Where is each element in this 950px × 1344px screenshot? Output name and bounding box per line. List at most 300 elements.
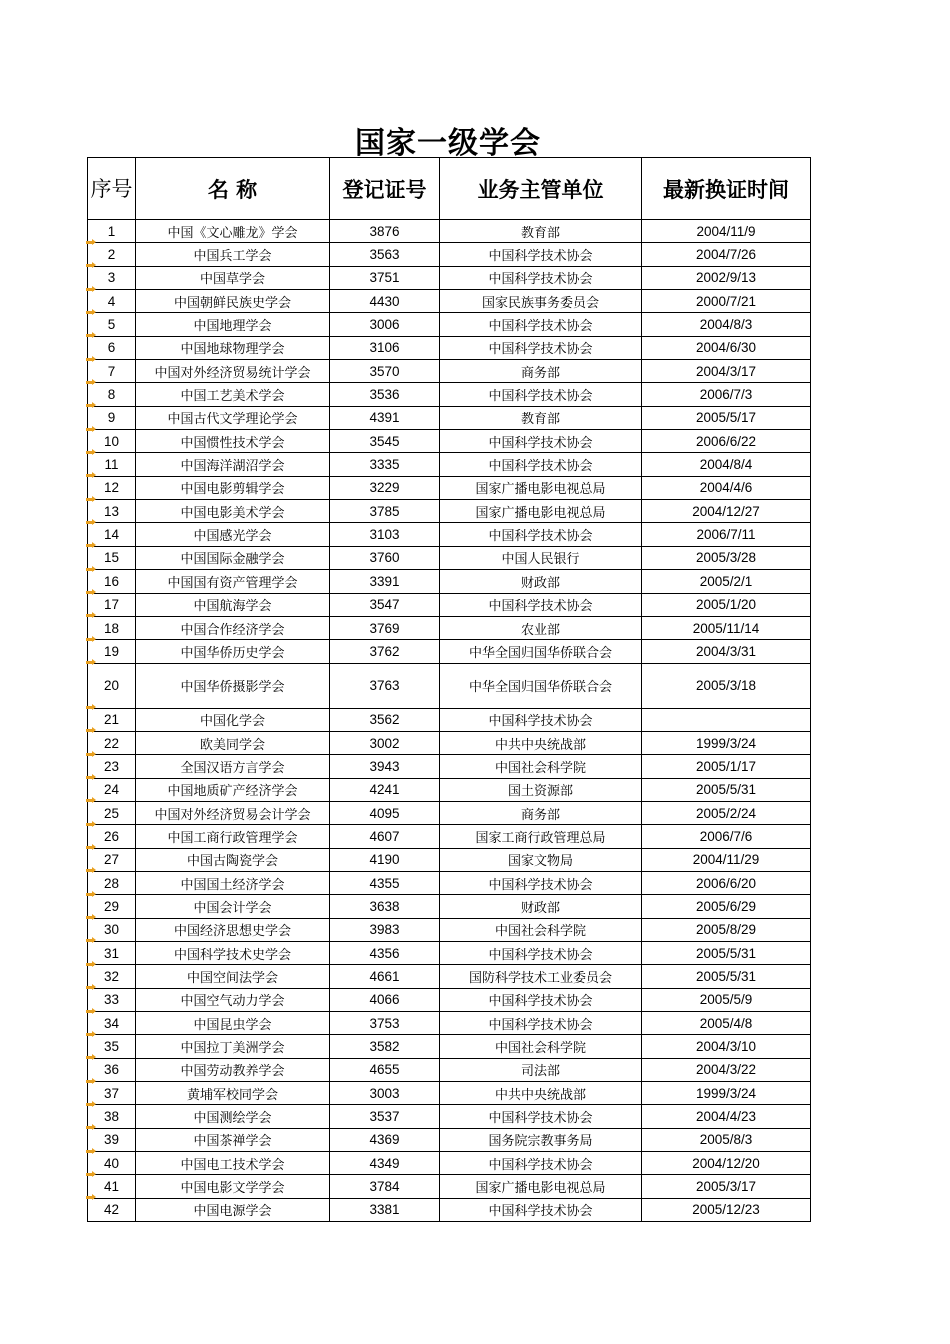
row-marker-arrow-icon	[86, 358, 94, 361]
table-row	[88, 918, 811, 941]
renewal-date: 2004/6/30	[642, 336, 811, 359]
society-name: 中国国际金融学会	[136, 546, 330, 569]
registration-number: 4066	[330, 988, 440, 1011]
row-marker-arrow-icon	[86, 1126, 94, 1129]
table-row	[88, 1058, 811, 1081]
table-row	[88, 895, 811, 918]
table-row	[88, 731, 811, 754]
registration-number: 3876	[330, 220, 440, 243]
renewal-date: 2002/9/13	[642, 266, 811, 289]
renewal-date: 2005/12/23	[642, 1198, 811, 1221]
row-marker-arrow-icon	[86, 753, 94, 756]
row-number: 31	[88, 941, 136, 964]
renewal-date: 2005/2/24	[642, 801, 811, 824]
col-header-unit: 业务主管单位	[440, 158, 642, 220]
renewal-date: 2005/6/29	[642, 895, 811, 918]
renewal-date: 2005/1/20	[642, 593, 811, 616]
supervising-unit: 中国科学技术协会	[440, 941, 642, 964]
row-number: 38	[88, 1105, 136, 1128]
row-number: 5	[88, 313, 136, 336]
renewal-date: 2006/6/20	[642, 871, 811, 894]
row-number: 13	[88, 500, 136, 523]
table-row	[88, 500, 811, 523]
society-name: 中国国有资产管理学会	[136, 570, 330, 593]
row-number: 1	[88, 220, 136, 243]
supervising-unit: 中国科学技术协会	[440, 453, 642, 476]
society-name: 中国朝鲜民族史学会	[136, 290, 330, 313]
row-number: 21	[88, 708, 136, 731]
supervising-unit: 中国科学技术协会	[440, 243, 642, 266]
society-name: 中国华侨历史学会	[136, 640, 330, 663]
renewal-date: 2004/12/20	[642, 1152, 811, 1175]
society-name: 中国电工技术学会	[136, 1152, 330, 1175]
table-row	[88, 313, 811, 336]
society-name: 中国感光学会	[136, 523, 330, 546]
renewal-date: 2004/4/6	[642, 476, 811, 499]
registration-number: 3753	[330, 1012, 440, 1035]
table-row	[88, 1105, 811, 1128]
row-marker-arrow-icon	[86, 311, 94, 314]
registration-number: 3562	[330, 708, 440, 731]
row-marker-arrow-icon	[86, 241, 94, 244]
registration-number: 3983	[330, 918, 440, 941]
supervising-unit: 中国科学技术协会	[440, 1198, 642, 1221]
supervising-unit: 中国社会科学院	[440, 918, 642, 941]
society-table	[87, 157, 811, 1222]
row-marker-arrow-icon	[86, 661, 94, 664]
renewal-date: 2004/3/10	[642, 1035, 811, 1058]
registration-number: 3006	[330, 313, 440, 336]
renewal-date: 2006/6/22	[642, 430, 811, 453]
table-row	[88, 453, 811, 476]
row-marker-arrow-icon	[86, 521, 94, 524]
society-name: 中国惯性技术学会	[136, 430, 330, 453]
society-name: 中国科学技术史学会	[136, 941, 330, 964]
row-number: 17	[88, 593, 136, 616]
society-name: 中国昆虫学会	[136, 1012, 330, 1035]
col-header-seq: 序号	[88, 158, 136, 220]
table-row	[88, 1175, 811, 1198]
table-row	[88, 570, 811, 593]
supervising-unit: 司法部	[440, 1058, 642, 1081]
registration-number: 3547	[330, 593, 440, 616]
table-row	[88, 755, 811, 778]
renewal-date: 2006/7/11	[642, 523, 811, 546]
supervising-unit: 商务部	[440, 801, 642, 824]
registration-number: 4241	[330, 778, 440, 801]
society-name: 中国化学会	[136, 708, 330, 731]
society-name: 中国会计学会	[136, 895, 330, 918]
row-marker-arrow-icon	[86, 568, 94, 571]
row-marker-arrow-icon	[86, 916, 94, 919]
row-number: 33	[88, 988, 136, 1011]
renewal-date: 2004/12/27	[642, 500, 811, 523]
row-marker-arrow-icon	[86, 939, 94, 942]
row-marker-arrow-icon	[86, 1080, 94, 1083]
registration-number: 4607	[330, 825, 440, 848]
registration-number: 4355	[330, 871, 440, 894]
row-marker-arrow-icon	[86, 776, 94, 779]
registration-number: 4095	[330, 801, 440, 824]
row-number: 20	[88, 663, 136, 708]
row-marker-arrow-icon	[86, 1033, 94, 1036]
renewal-date: 2005/3/18	[642, 663, 811, 708]
supervising-unit: 中国社会科学院	[440, 1035, 642, 1058]
renewal-date: 2005/4/8	[642, 1012, 811, 1035]
society-name: 中国地质矿产经济学会	[136, 778, 330, 801]
renewal-date: 2006/7/3	[642, 383, 811, 406]
supervising-unit: 中国科学技术协会	[440, 593, 642, 616]
table-row	[88, 708, 811, 731]
registration-number: 3103	[330, 523, 440, 546]
supervising-unit: 国土资源部	[440, 778, 642, 801]
row-number: 42	[88, 1198, 136, 1221]
supervising-unit: 财政部	[440, 570, 642, 593]
row-number: 22	[88, 731, 136, 754]
supervising-unit: 国家工商行政管理总局	[440, 825, 642, 848]
renewal-date: 2005/5/31	[642, 965, 811, 988]
registration-number: 4655	[330, 1058, 440, 1081]
society-name: 中国劳动教养学会	[136, 1058, 330, 1081]
society-name: 中国工艺美术学会	[136, 383, 330, 406]
row-number: 4	[88, 290, 136, 313]
row-number: 11	[88, 453, 136, 476]
row-marker-arrow-icon	[86, 706, 94, 709]
supervising-unit: 国防科学技术工业委员会	[440, 965, 642, 988]
supervising-unit: 中国科学技术协会	[440, 313, 642, 336]
renewal-date: 2004/4/23	[642, 1105, 811, 1128]
society-name: 中国草学会	[136, 266, 330, 289]
society-name: 中国电影文学学会	[136, 1175, 330, 1198]
society-name: 中国电影剪辑学会	[136, 476, 330, 499]
supervising-unit: 农业部	[440, 616, 642, 639]
table-row	[88, 406, 811, 429]
row-number: 16	[88, 570, 136, 593]
supervising-unit: 财政部	[440, 895, 642, 918]
registration-number: 3391	[330, 570, 440, 593]
row-marker-arrow-icon	[86, 544, 94, 547]
society-name: 中国工商行政管理学会	[136, 825, 330, 848]
table-row	[88, 801, 811, 824]
supervising-unit: 国家广播电影电视总局	[440, 500, 642, 523]
renewal-date: 2005/8/3	[642, 1128, 811, 1151]
row-marker-arrow-icon	[86, 1103, 94, 1106]
supervising-unit: 国务院宗教事务局	[440, 1128, 642, 1151]
supervising-unit: 国家文物局	[440, 848, 642, 871]
renewal-date: 2005/11/14	[642, 616, 811, 639]
table-row	[88, 1082, 811, 1105]
col-header-reg-no: 登记证号	[330, 158, 440, 220]
renewal-date: 2004/8/3	[642, 313, 811, 336]
row-number: 40	[88, 1152, 136, 1175]
row-number: 30	[88, 918, 136, 941]
row-number: 28	[88, 871, 136, 894]
table-row	[88, 663, 811, 708]
row-marker-arrow-icon	[86, 799, 94, 802]
row-marker-arrow-icon	[86, 729, 94, 732]
table-row	[88, 266, 811, 289]
renewal-date: 2005/5/17	[642, 406, 811, 429]
society-name: 中国拉丁美洲学会	[136, 1035, 330, 1058]
table-row	[88, 941, 811, 964]
registration-number: 3762	[330, 640, 440, 663]
row-number: 27	[88, 848, 136, 871]
society-name: 中国空间法学会	[136, 965, 330, 988]
society-name: 中国茶禅学会	[136, 1128, 330, 1151]
table-row	[88, 871, 811, 894]
row-marker-arrow-icon	[86, 264, 94, 267]
registration-number: 4349	[330, 1152, 440, 1175]
row-number: 12	[88, 476, 136, 499]
registration-number: 3570	[330, 360, 440, 383]
society-name: 中国测绘学会	[136, 1105, 330, 1128]
row-marker-arrow-icon	[86, 428, 94, 431]
supervising-unit: 中国科学技术协会	[440, 336, 642, 359]
row-marker-arrow-icon	[86, 498, 94, 501]
supervising-unit: 教育部	[440, 406, 642, 429]
row-marker-arrow-icon	[86, 404, 94, 407]
table-row	[88, 965, 811, 988]
table-row	[88, 825, 811, 848]
row-number: 37	[88, 1082, 136, 1105]
renewal-date: 2004/7/26	[642, 243, 811, 266]
row-number: 36	[88, 1058, 136, 1081]
row-number: 2	[88, 243, 136, 266]
registration-number: 3785	[330, 500, 440, 523]
society-name: 中国《文心雕龙》学会	[136, 220, 330, 243]
table-row	[88, 546, 811, 569]
supervising-unit: 中共中央统战部	[440, 1082, 642, 1105]
row-number: 35	[88, 1035, 136, 1058]
row-number: 32	[88, 965, 136, 988]
supervising-unit: 中国科学技术协会	[440, 708, 642, 731]
table-row	[88, 988, 811, 1011]
registration-number: 3381	[330, 1198, 440, 1221]
renewal-date: 2005/3/17	[642, 1175, 811, 1198]
row-number: 39	[88, 1128, 136, 1151]
col-header-date: 最新换证时间	[642, 158, 811, 220]
society-name: 中国空气动力学会	[136, 988, 330, 1011]
row-marker-arrow-icon	[86, 614, 94, 617]
row-number: 29	[88, 895, 136, 918]
row-number: 24	[88, 778, 136, 801]
registration-number: 4356	[330, 941, 440, 964]
row-marker-arrow-icon	[86, 288, 94, 291]
society-name: 中国合作经济学会	[136, 616, 330, 639]
registration-number: 3769	[330, 616, 440, 639]
table-row	[88, 848, 811, 871]
renewal-date: 2005/2/1	[642, 570, 811, 593]
row-marker-arrow-icon	[86, 869, 94, 872]
row-marker-arrow-icon	[86, 474, 94, 477]
row-number: 3	[88, 266, 136, 289]
row-number: 34	[88, 1012, 136, 1035]
renewal-date: 2004/8/4	[642, 453, 811, 476]
supervising-unit: 中华全国归国华侨联合会	[440, 663, 642, 708]
table-row	[88, 336, 811, 359]
supervising-unit: 中国科学技术协会	[440, 1152, 642, 1175]
table-row	[88, 360, 811, 383]
supervising-unit: 中共中央统战部	[440, 731, 642, 754]
row-number: 18	[88, 616, 136, 639]
row-number: 23	[88, 755, 136, 778]
supervising-unit: 教育部	[440, 220, 642, 243]
registration-number: 3106	[330, 336, 440, 359]
registration-number: 3003	[330, 1082, 440, 1105]
table-row	[88, 1198, 811, 1221]
supervising-unit: 中国人民银行	[440, 546, 642, 569]
registration-number: 4369	[330, 1128, 440, 1151]
table-row	[88, 220, 811, 243]
table-row	[88, 243, 811, 266]
row-number: 15	[88, 546, 136, 569]
row-marker-arrow-icon	[86, 334, 94, 337]
supervising-unit: 中国科学技术协会	[440, 523, 642, 546]
table-row	[88, 523, 811, 546]
society-name: 中国国土经济学会	[136, 871, 330, 894]
renewal-date: 1999/3/24	[642, 731, 811, 754]
society-name: 中国古代文学理论学会	[136, 406, 330, 429]
supervising-unit: 中华全国归国华侨联合会	[440, 640, 642, 663]
society-name: 欧美同学会	[136, 731, 330, 754]
renewal-date: 2004/11/29	[642, 848, 811, 871]
supervising-unit: 国家广播电影电视总局	[440, 1175, 642, 1198]
table-row	[88, 1128, 811, 1151]
row-marker-arrow-icon	[86, 638, 94, 641]
row-number: 25	[88, 801, 136, 824]
supervising-unit: 中国科学技术协会	[440, 383, 642, 406]
table-row	[88, 1152, 811, 1175]
supervising-unit: 中国科学技术协会	[440, 430, 642, 453]
supervising-unit: 中国科学技术协会	[440, 988, 642, 1011]
society-name: 中国华侨摄影学会	[136, 663, 330, 708]
col-header-name: 名 称	[136, 158, 330, 220]
society-name: 中国经济思想史学会	[136, 918, 330, 941]
supervising-unit: 中国科学技术协会	[440, 1012, 642, 1035]
supervising-unit: 商务部	[440, 360, 642, 383]
supervising-unit: 中国科学技术协会	[440, 871, 642, 894]
registration-number: 3760	[330, 546, 440, 569]
supervising-unit: 中国科学技术协会	[440, 1105, 642, 1128]
row-marker-arrow-icon	[86, 1196, 94, 1199]
table-row	[88, 290, 811, 313]
registration-number: 3536	[330, 383, 440, 406]
table-row	[88, 1012, 811, 1035]
supervising-unit: 国家民族事务委员会	[440, 290, 642, 313]
row-marker-arrow-icon	[86, 1150, 94, 1153]
registration-number: 3537	[330, 1105, 440, 1128]
renewal-date: 2004/11/9	[642, 220, 811, 243]
row-number: 26	[88, 825, 136, 848]
table-row	[88, 383, 811, 406]
registration-number: 4430	[330, 290, 440, 313]
registration-number: 4661	[330, 965, 440, 988]
renewal-date: 2005/5/31	[642, 941, 811, 964]
society-name: 中国地理学会	[136, 313, 330, 336]
row-marker-arrow-icon	[86, 381, 94, 384]
society-name: 中国海洋湖沼学会	[136, 453, 330, 476]
renewal-date: 2005/1/17	[642, 755, 811, 778]
society-name: 中国航海学会	[136, 593, 330, 616]
registration-number: 3335	[330, 453, 440, 476]
renewal-date: 2000/7/21	[642, 290, 811, 313]
page-title: 国家一级学会	[355, 126, 541, 161]
renewal-date	[642, 708, 811, 731]
table-row	[88, 616, 811, 639]
renewal-date: 2005/5/31	[642, 778, 811, 801]
table-header-row	[88, 158, 811, 220]
table-row	[88, 640, 811, 663]
supervising-unit: 中国社会科学院	[440, 755, 642, 778]
row-marker-arrow-icon	[86, 1173, 94, 1176]
table-row	[88, 778, 811, 801]
renewal-date: 1999/3/24	[642, 1082, 811, 1105]
row-marker-arrow-icon	[86, 823, 94, 826]
registration-number: 3751	[330, 266, 440, 289]
registration-number: 4190	[330, 848, 440, 871]
row-number: 19	[88, 640, 136, 663]
renewal-date: 2006/7/6	[642, 825, 811, 848]
registration-number: 3002	[330, 731, 440, 754]
registration-number: 3582	[330, 1035, 440, 1058]
renewal-date: 2004/3/22	[642, 1058, 811, 1081]
table-row	[88, 593, 811, 616]
society-name: 中国兵工学会	[136, 243, 330, 266]
registration-number: 3763	[330, 663, 440, 708]
table-row	[88, 1035, 811, 1058]
row-marker-arrow-icon	[86, 846, 94, 849]
row-marker-arrow-icon	[86, 451, 94, 454]
row-number: 9	[88, 406, 136, 429]
row-marker-arrow-icon	[86, 893, 94, 896]
row-number: 6	[88, 336, 136, 359]
society-name: 全国汉语方言学会	[136, 755, 330, 778]
registration-number: 3229	[330, 476, 440, 499]
row-marker-arrow-icon	[86, 1010, 94, 1013]
renewal-date: 2005/5/9	[642, 988, 811, 1011]
society-name: 中国地球物理学会	[136, 336, 330, 359]
society-name: 黄埔军校同学会	[136, 1082, 330, 1105]
row-marker-arrow-icon	[86, 963, 94, 966]
society-name: 中国古陶瓷学会	[136, 848, 330, 871]
row-marker-arrow-icon	[86, 591, 94, 594]
society-name: 中国电源学会	[136, 1198, 330, 1221]
renewal-date: 2005/3/28	[642, 546, 811, 569]
supervising-unit: 中国科学技术协会	[440, 266, 642, 289]
row-number: 14	[88, 523, 136, 546]
society-name: 中国对外经济贸易统计学会	[136, 360, 330, 383]
row-number: 8	[88, 383, 136, 406]
society-name: 中国电影美术学会	[136, 500, 330, 523]
row-marker-arrow-icon	[86, 986, 94, 989]
registration-number: 3784	[330, 1175, 440, 1198]
renewal-date: 2004/3/17	[642, 360, 811, 383]
supervising-unit: 国家广播电影电视总局	[440, 476, 642, 499]
renewal-date: 2004/3/31	[642, 640, 811, 663]
row-number: 10	[88, 430, 136, 453]
table-row	[88, 476, 811, 499]
table-row	[88, 430, 811, 453]
registration-number: 3563	[330, 243, 440, 266]
registration-number: 3545	[330, 430, 440, 453]
row-number: 7	[88, 360, 136, 383]
registration-number: 3638	[330, 895, 440, 918]
registration-number: 4391	[330, 406, 440, 429]
society-name: 中国对外经济贸易会计学会	[136, 801, 330, 824]
registration-number: 3943	[330, 755, 440, 778]
row-number: 41	[88, 1175, 136, 1198]
renewal-date: 2005/8/29	[642, 918, 811, 941]
